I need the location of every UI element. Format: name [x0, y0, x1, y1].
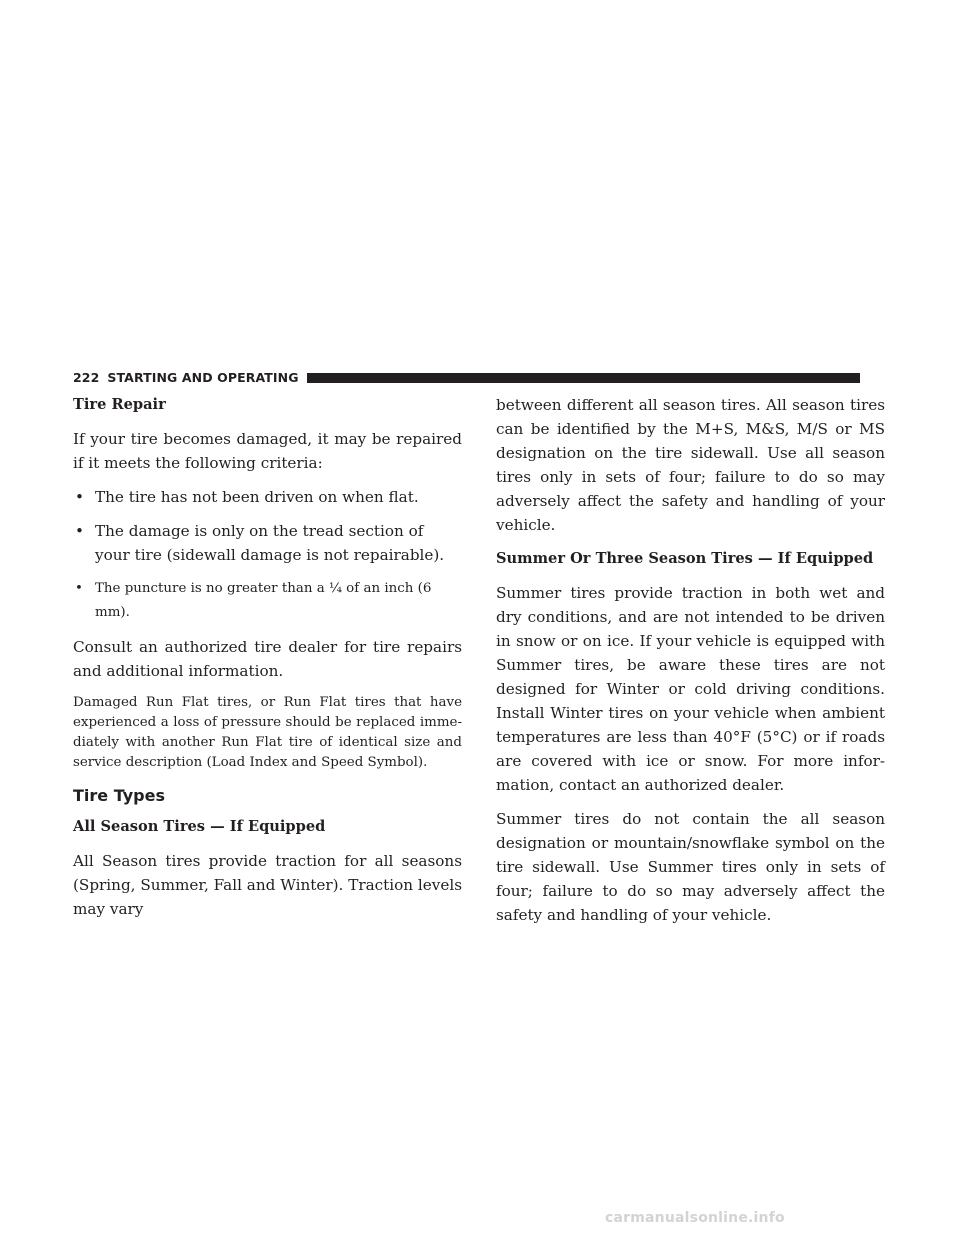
repair-criteria-list: [73, 485, 462, 625]
page-number: 222: [73, 369, 100, 385]
tire-types-heading: Tire Types: [73, 786, 165, 805]
summer-tires-text-1: Summer tires provide traction in both wet and dry conditions, and are not intended to be driven in snow or on ice. If your vehicle is equipped with Summer tires, be aware these tires are not designed for Winter or cold driving conditions. Install Winter tires on your vehicle when ambient temperatures are less than 40°F (5°C) or if roads are covered with ice or snow. For more infor-mation, contact an authorized dealer.: [496, 584, 885, 794]
watermark: carmanualsonline.info: [605, 1210, 785, 1226]
right-column: [496, 393, 885, 937]
header-rule: [307, 373, 860, 383]
left-column: [73, 393, 462, 931]
bullet-icon: •: [75, 488, 84, 506]
all-season-heading: All Season Tires — If Equipped: [73, 818, 326, 835]
consult-dealer-text: Consult an authorized tire dealer for tire repairs and additional information.: [73, 638, 462, 680]
list-item: • The puncture is no greater than a ¼ of an inch (6 mm).: [73, 577, 462, 625]
bullet-icon: •: [75, 522, 84, 540]
tire-repair-heading: Tire Repair: [73, 396, 166, 413]
summer-tires-heading: Summer Or Three Season Tires — If Equipped: [496, 550, 874, 567]
list-item: • The damage is only on the tread section of your tire (sidewall damage is not repairable).: [73, 519, 462, 567]
tire-repair-intro: If your tire becomes damaged, it may be repaired if it meets the following criteria:: [73, 430, 462, 472]
page-header: [73, 368, 860, 388]
bullet-icon: •: [75, 581, 83, 596]
all-season-text: All Season tires provide traction for all seasons (Spring, Summer, Fall and Winter). Traction levels may vary: [73, 852, 462, 918]
summer-tires-text-2: Summer tires do not contain the all season designation or mountain/snowflake symbol on the tire sidewall. Use Summer tires only in sets of four; failure to do so may adversely affect the safety and handling of your vehicle.: [496, 810, 885, 924]
all-season-continued: between different all season tires. All season tires can be identified by the M+S, M&S, M/S or MS designation on the tire sidewall. Use all season tires only in sets of four; failure to do so may adversely affect the safety and handling of your vehicle.: [496, 396, 885, 534]
list-item: • The tire has not been driven on when flat.: [73, 485, 462, 509]
run-flat-note: Damaged Run Flat tires, or Run Flat tires that have experienced a loss of pressure should be replaced imme-diately with another Run Flat tire of identical size and service description (Load Index and Speed Symbol).: [73, 695, 462, 770]
section-title: STARTING AND OPERATING: [107, 369, 299, 385]
